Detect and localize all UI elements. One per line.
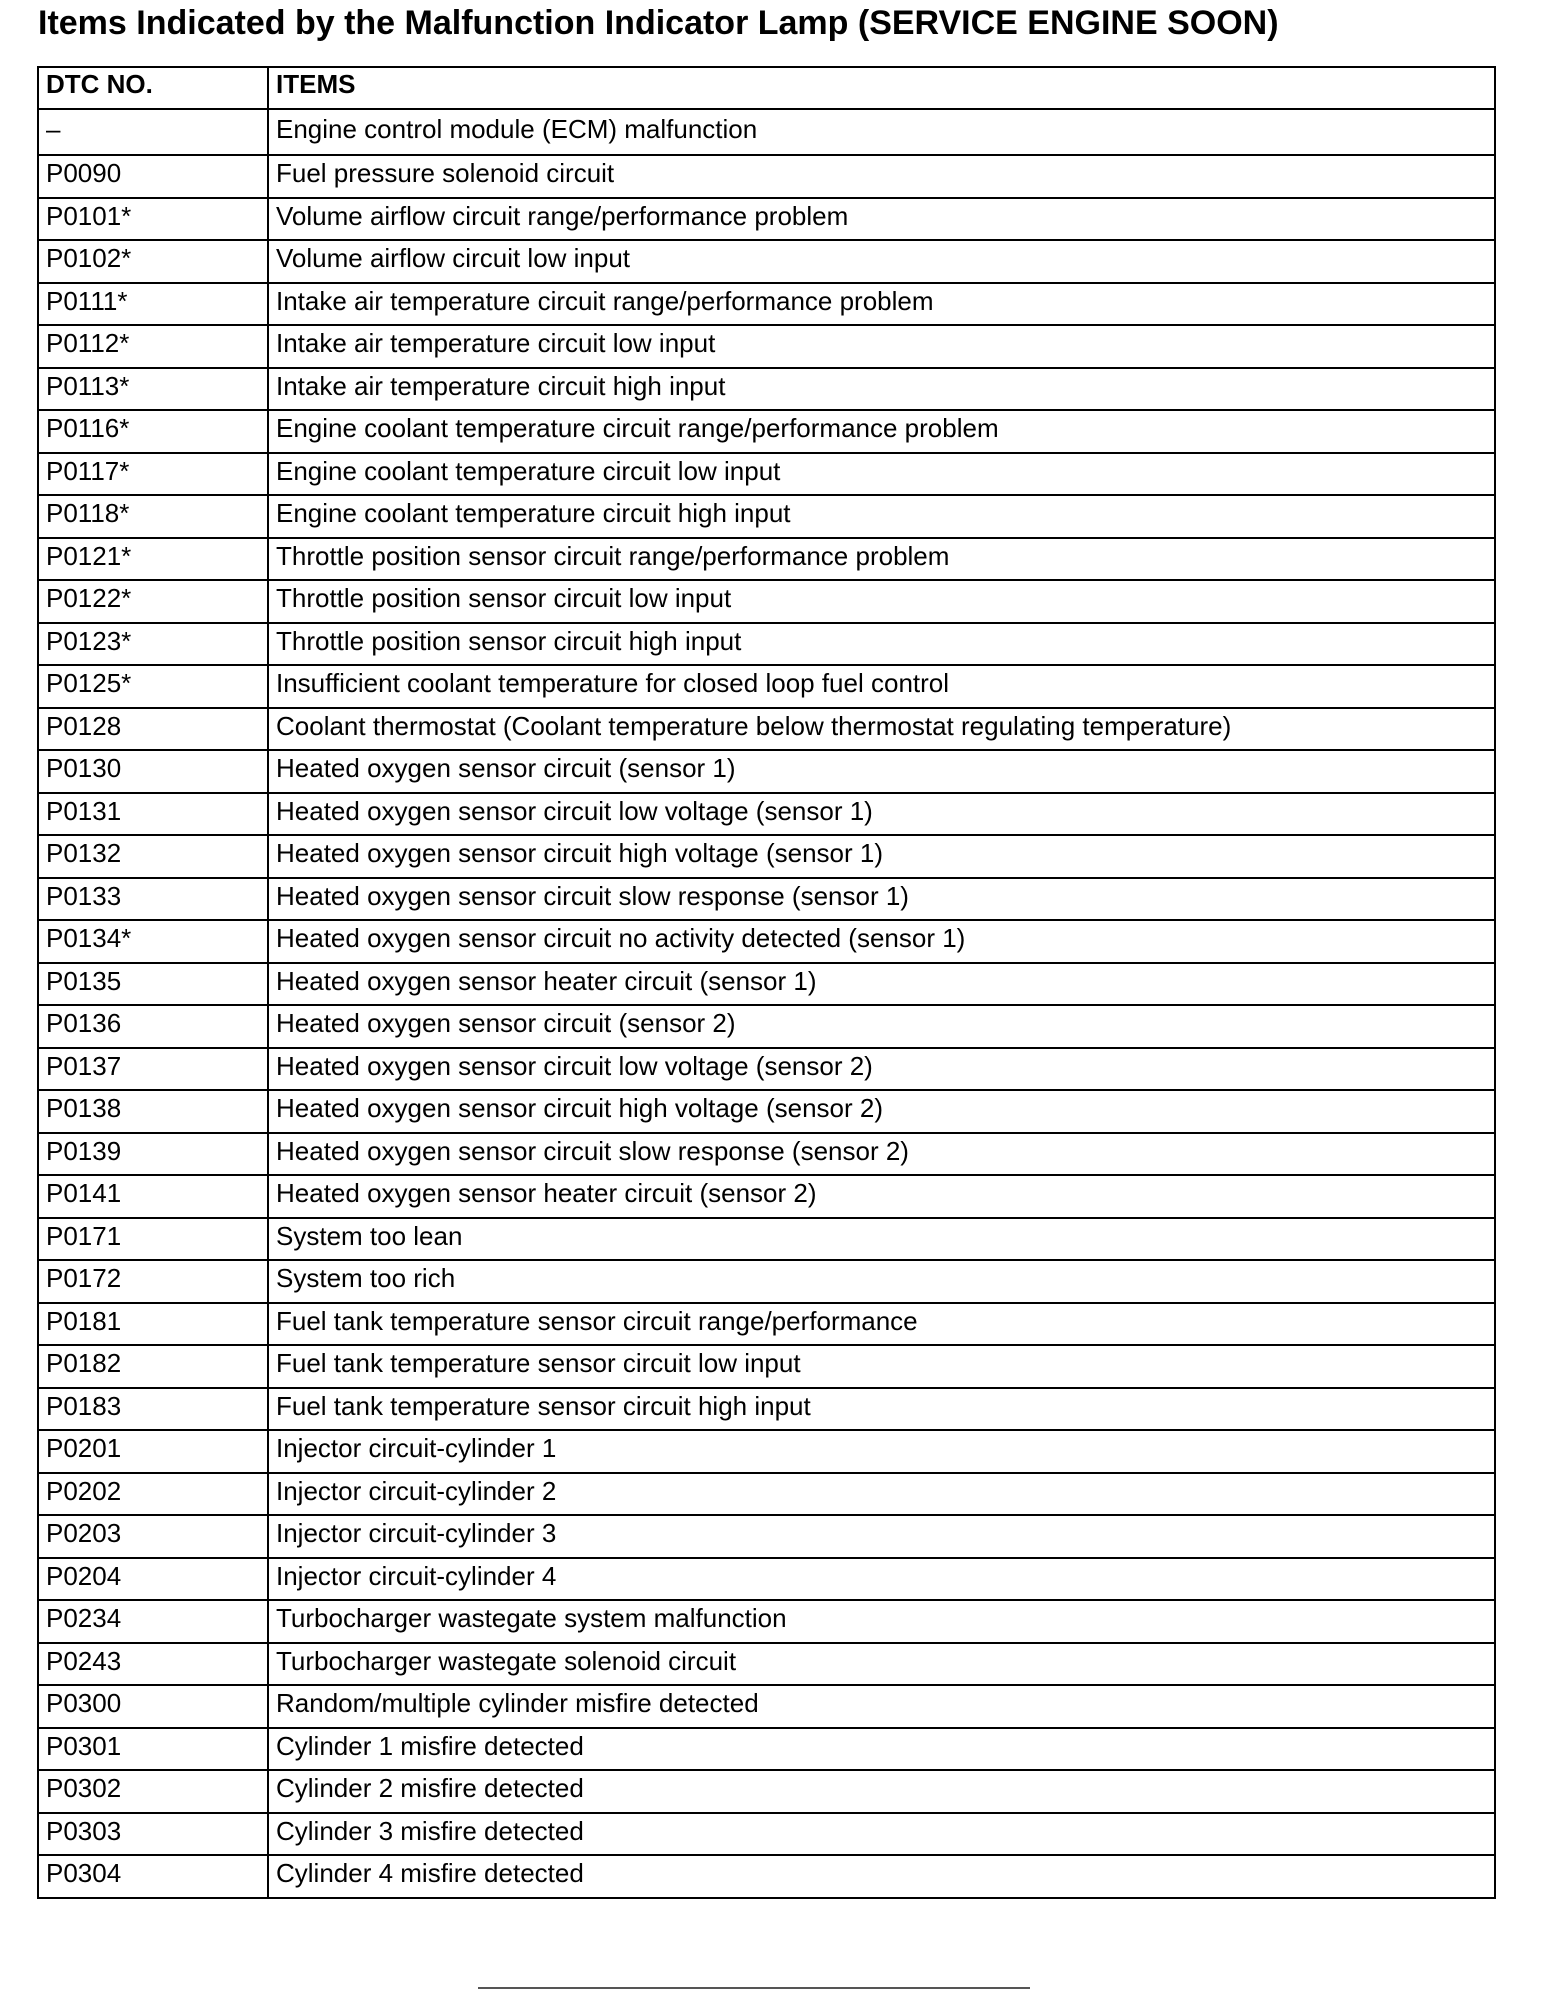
table-row bbox=[38, 1175, 1495, 1218]
dtc-code-cell: P0122* bbox=[38, 580, 268, 623]
table-row bbox=[38, 1345, 1495, 1388]
table-row bbox=[38, 1600, 1495, 1643]
dtc-item-cell: Heated oxygen sensor heater circuit (sensor 1) bbox=[268, 963, 1495, 1006]
table-row bbox=[38, 1643, 1495, 1686]
dtc-code-cell: – bbox=[38, 109, 268, 155]
dtc-item-cell: Heated oxygen sensor circuit low voltage (sensor 2) bbox=[268, 1048, 1495, 1091]
table-row bbox=[38, 665, 1495, 708]
dtc-item-cell: Fuel tank temperature sensor circuit high input bbox=[268, 1388, 1495, 1431]
dtc-item-cell: Coolant thermostat (Coolant temperature below thermostat regulating temperature) bbox=[268, 708, 1495, 751]
table-row bbox=[38, 708, 1495, 751]
dtc-code-cell: P0133 bbox=[38, 878, 268, 921]
table-row bbox=[38, 1855, 1495, 1898]
table-row bbox=[38, 1430, 1495, 1473]
dtc-code-cell: P0101* bbox=[38, 198, 268, 241]
dtc-item-cell: Fuel tank temperature sensor circuit range/performance bbox=[268, 1303, 1495, 1346]
dtc-item-cell: Turbocharger wastegate solenoid circuit bbox=[268, 1643, 1495, 1686]
table-row bbox=[38, 1728, 1495, 1771]
dtc-code-cell: P0301 bbox=[38, 1728, 268, 1771]
table-row bbox=[38, 1048, 1495, 1091]
dtc-item-cell: Heated oxygen sensor circuit (sensor 1) bbox=[268, 750, 1495, 793]
dtc-item-cell: Injector circuit-cylinder 1 bbox=[268, 1430, 1495, 1473]
table-row bbox=[38, 198, 1495, 241]
dtc-code-cell: P0118* bbox=[38, 495, 268, 538]
dtc-item-cell: Heated oxygen sensor heater circuit (sensor 2) bbox=[268, 1175, 1495, 1218]
dtc-code-cell: P0204 bbox=[38, 1558, 268, 1601]
dtc-code-cell: P0138 bbox=[38, 1090, 268, 1133]
dtc-item-cell: Heated oxygen sensor circuit high voltage (sensor 1) bbox=[268, 835, 1495, 878]
dtc-code-cell: P0134* bbox=[38, 920, 268, 963]
dtc-code-cell: P0116* bbox=[38, 410, 268, 453]
table-row bbox=[38, 1260, 1495, 1303]
header-items: ITEMS bbox=[268, 67, 1495, 109]
dtc-code-cell: P0131 bbox=[38, 793, 268, 836]
table-row bbox=[38, 1133, 1495, 1176]
dtc-item-cell: Insufficient coolant temperature for closed loop fuel control bbox=[268, 665, 1495, 708]
table-row bbox=[38, 750, 1495, 793]
table-row bbox=[38, 283, 1495, 326]
dtc-item-cell: Injector circuit-cylinder 2 bbox=[268, 1473, 1495, 1516]
dtc-item-cell: Fuel tank temperature sensor circuit low input bbox=[268, 1345, 1495, 1388]
dtc-item-cell: Heated oxygen sensor circuit no activity detected (sensor 1) bbox=[268, 920, 1495, 963]
table-row bbox=[38, 1218, 1495, 1261]
table-body bbox=[38, 109, 1495, 1898]
table-row bbox=[38, 109, 1495, 155]
dtc-code-cell: P0137 bbox=[38, 1048, 268, 1091]
table-row bbox=[38, 410, 1495, 453]
table-row bbox=[38, 1388, 1495, 1431]
dtc-item-cell: System too lean bbox=[268, 1218, 1495, 1261]
table-header bbox=[38, 67, 1495, 109]
table-row bbox=[38, 155, 1495, 198]
dtc-item-cell: Random/multiple cylinder misfire detected bbox=[268, 1685, 1495, 1728]
table-row bbox=[38, 368, 1495, 411]
dtc-item-cell: Intake air temperature circuit low input bbox=[268, 325, 1495, 368]
dtc-item-cell: Volume airflow circuit range/performance problem bbox=[268, 198, 1495, 241]
dtc-code-cell: P0202 bbox=[38, 1473, 268, 1516]
dtc-code-cell: P0141 bbox=[38, 1175, 268, 1218]
dtc-code-cell: P0304 bbox=[38, 1855, 268, 1898]
dtc-code-cell: P0181 bbox=[38, 1303, 268, 1346]
dtc-item-cell: Fuel pressure solenoid circuit bbox=[268, 155, 1495, 198]
table-row bbox=[38, 1685, 1495, 1728]
dtc-item-cell: Throttle position sensor circuit range/performance problem bbox=[268, 538, 1495, 581]
table-row bbox=[38, 1005, 1495, 1048]
dtc-code-cell: P0117* bbox=[38, 453, 268, 496]
dtc-code-cell: P0182 bbox=[38, 1345, 268, 1388]
dtc-code-cell: P0112* bbox=[38, 325, 268, 368]
page-title: Items Indicated by the Malfunction Indicator Lamp (SERVICE ENGINE SOON) bbox=[38, 4, 1279, 42]
dtc-item-cell: Injector circuit-cylinder 4 bbox=[268, 1558, 1495, 1601]
dtc-code-cell: P0123* bbox=[38, 623, 268, 666]
dtc-code-cell: P0132 bbox=[38, 835, 268, 878]
bottom-divider bbox=[478, 1987, 1030, 1989]
table-row bbox=[38, 453, 1495, 496]
dtc-item-cell: Heated oxygen sensor circuit low voltage (sensor 1) bbox=[268, 793, 1495, 836]
table-row bbox=[38, 1473, 1495, 1516]
dtc-item-cell: Intake air temperature circuit range/performance problem bbox=[268, 283, 1495, 326]
dtc-code-cell: P0102* bbox=[38, 240, 268, 283]
dtc-code-cell: P0121* bbox=[38, 538, 268, 581]
dtc-item-cell: Heated oxygen sensor circuit (sensor 2) bbox=[268, 1005, 1495, 1048]
dtc-item-cell: Intake air temperature circuit high input bbox=[268, 368, 1495, 411]
table-row bbox=[38, 1303, 1495, 1346]
dtc-item-cell: Heated oxygen sensor circuit slow response (sensor 1) bbox=[268, 878, 1495, 921]
table-row bbox=[38, 835, 1495, 878]
dtc-code-cell: P0136 bbox=[38, 1005, 268, 1048]
table-row bbox=[38, 1515, 1495, 1558]
dtc-code-cell: P0171 bbox=[38, 1218, 268, 1261]
dtc-item-cell: Volume airflow circuit low input bbox=[268, 240, 1495, 283]
table-row bbox=[38, 1558, 1495, 1601]
table-row bbox=[38, 793, 1495, 836]
dtc-code-cell: P0090 bbox=[38, 155, 268, 198]
dtc-code-cell: P0302 bbox=[38, 1770, 268, 1813]
dtc-code-cell: P0139 bbox=[38, 1133, 268, 1176]
dtc-code-cell: P0234 bbox=[38, 1600, 268, 1643]
dtc-item-cell: Heated oxygen sensor circuit slow response (sensor 2) bbox=[268, 1133, 1495, 1176]
header-row bbox=[38, 67, 1495, 109]
dtc-code-cell: P0130 bbox=[38, 750, 268, 793]
table-row bbox=[38, 1090, 1495, 1133]
table-row bbox=[38, 580, 1495, 623]
table-row bbox=[38, 538, 1495, 581]
dtc-code-cell: P0128 bbox=[38, 708, 268, 751]
dtc-code-cell: P0203 bbox=[38, 1515, 268, 1558]
dtc-item-cell: Throttle position sensor circuit high input bbox=[268, 623, 1495, 666]
dtc-table bbox=[37, 66, 1496, 1899]
table-row bbox=[38, 1770, 1495, 1813]
dtc-item-cell: Engine coolant temperature circuit low input bbox=[268, 453, 1495, 496]
dtc-code-cell: P0183 bbox=[38, 1388, 268, 1431]
dtc-code-cell: P0201 bbox=[38, 1430, 268, 1473]
table-row bbox=[38, 325, 1495, 368]
table-row bbox=[38, 920, 1495, 963]
table-row bbox=[38, 878, 1495, 921]
dtc-item-cell: Engine control module (ECM) malfunction bbox=[268, 109, 1495, 155]
table-row bbox=[38, 1813, 1495, 1856]
dtc-item-cell: Engine coolant temperature circuit high input bbox=[268, 495, 1495, 538]
table-row bbox=[38, 495, 1495, 538]
dtc-item-cell: Cylinder 2 misfire detected bbox=[268, 1770, 1495, 1813]
dtc-item-cell: Cylinder 1 misfire detected bbox=[268, 1728, 1495, 1771]
dtc-item-cell: Turbocharger wastegate system malfunction bbox=[268, 1600, 1495, 1643]
dtc-code-cell: P0113* bbox=[38, 368, 268, 411]
table-row bbox=[38, 623, 1495, 666]
dtc-item-cell: Engine coolant temperature circuit range/performance problem bbox=[268, 410, 1495, 453]
dtc-item-cell: Cylinder 3 misfire detected bbox=[268, 1813, 1495, 1856]
dtc-item-cell: Cylinder 4 misfire detected bbox=[268, 1855, 1495, 1898]
dtc-code-cell: P0111* bbox=[38, 283, 268, 326]
header-dtc-no: DTC NO. bbox=[38, 67, 268, 109]
table-row bbox=[38, 240, 1495, 283]
dtc-code-cell: P0125* bbox=[38, 665, 268, 708]
dtc-code-cell: P0135 bbox=[38, 963, 268, 1006]
dtc-code-cell: P0300 bbox=[38, 1685, 268, 1728]
dtc-item-cell: Injector circuit-cylinder 3 bbox=[268, 1515, 1495, 1558]
dtc-item-cell: System too rich bbox=[268, 1260, 1495, 1303]
table-row bbox=[38, 963, 1495, 1006]
dtc-code-cell: P0303 bbox=[38, 1813, 268, 1856]
dtc-item-cell: Heated oxygen sensor circuit high voltage (sensor 2) bbox=[268, 1090, 1495, 1133]
dtc-code-cell: P0172 bbox=[38, 1260, 268, 1303]
dtc-item-cell: Throttle position sensor circuit low input bbox=[268, 580, 1495, 623]
dtc-code-cell: P0243 bbox=[38, 1643, 268, 1686]
